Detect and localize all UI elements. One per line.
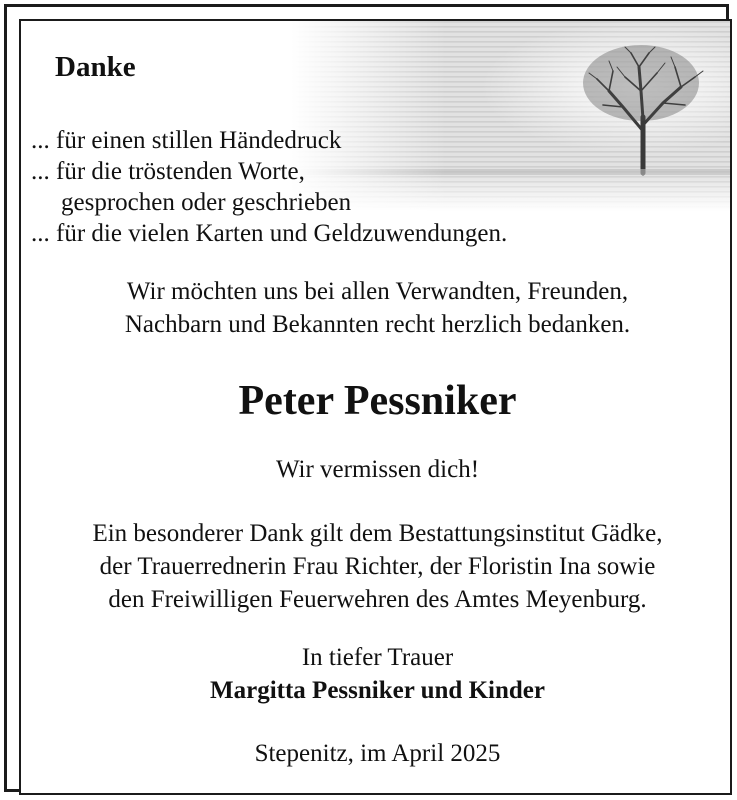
thanks-line: Nachbarn und Bekannten recht herzlich bedanken. [124,311,631,338]
place-date: Stepenitz, im April 2025 [254,740,501,767]
gratitude-list [31,125,507,249]
notice-frame [19,19,732,795]
special-thanks-line: der Trauerrednerin Frau Richter, der Floristin Ina sowie [99,553,656,580]
thanks-paragraph [21,275,732,341]
mourning-line: In tiefer Trauer [301,644,454,671]
gratitude-line: ... für die tröstenden Worte, [31,158,305,185]
special-thanks-paragraph [21,517,732,616]
gratitude-line: ... für die vielen Karten und Geldzuwendungen. [31,220,508,247]
miss-line: Wir vermissen dich! [275,456,480,483]
mourners: Margitta Pessniker und Kinder [210,677,545,704]
special-thanks-line: Ein besonderer Dank gilt dem Bestattungsinstitut Gädke, [92,520,663,547]
gratitude-line: gesprochen oder geschrieben [61,189,352,216]
deceased-name: Peter Pessniker [238,378,517,424]
outer-border [4,4,729,792]
heading: Danke [55,51,136,83]
special-thanks-line: den Freiwilligen Feuerwehren des Amtes Meyenburg. [108,586,647,613]
thanks-line: Wir möchten uns bei allen Verwandten, Freunden, [126,278,629,305]
gratitude-line: ... für einen stillen Händedruck [31,127,342,154]
